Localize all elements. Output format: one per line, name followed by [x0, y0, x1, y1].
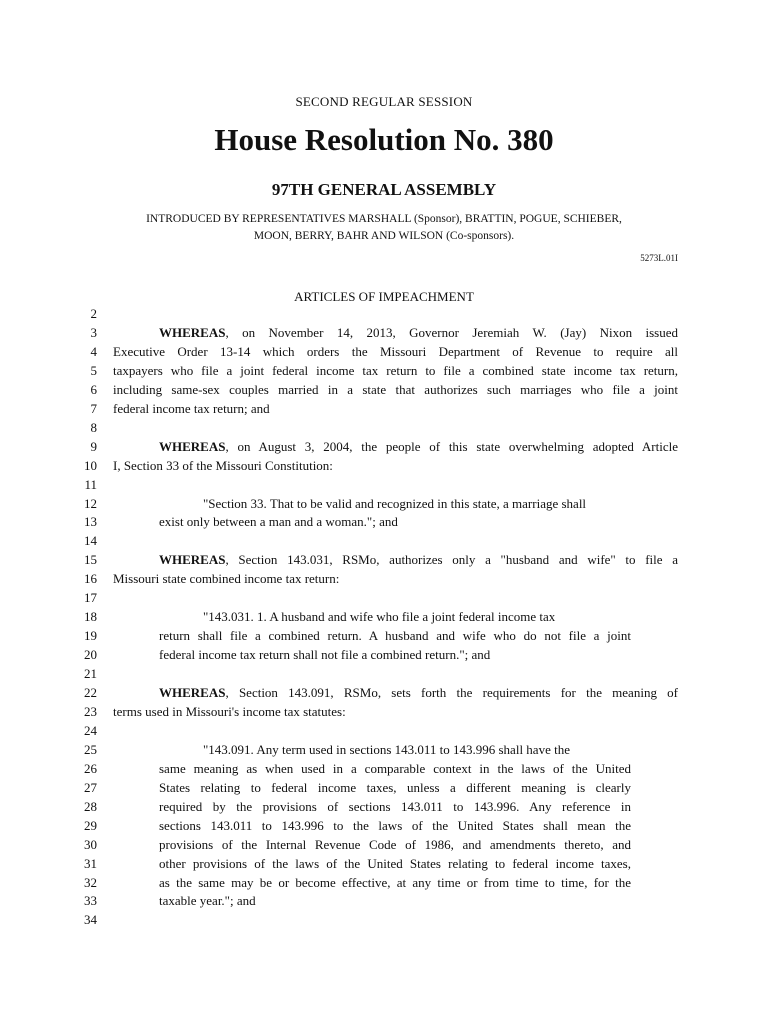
- line-number: 7: [90, 400, 97, 416]
- line-number: 23: [84, 703, 97, 719]
- lr-code: 5273L.01I: [640, 253, 678, 263]
- line-text: I, Section 33 of the Missouri Constitution:: [113, 457, 333, 473]
- line-text: taxable year."; and: [159, 893, 256, 909]
- line-text: Missouri state combined income tax return:: [113, 571, 340, 587]
- line-number: 12: [84, 495, 97, 511]
- line-text: [159, 550, 678, 569]
- line-text-body: , on November 14, 2013, Governor Jeremiah W. (Jay) Nixon issued: [225, 324, 678, 340]
- line-text: exist only between a man and a woman."; and: [159, 514, 398, 530]
- whereas-keyword: WHEREAS: [159, 324, 226, 340]
- line-text: federal income tax return; and: [113, 400, 270, 416]
- line-number: 20: [84, 647, 97, 663]
- line-text: other provisions of the laws of the United States relating to federal income taxes,: [159, 855, 631, 871]
- line-text: "Section 33. That to be valid and recognized in this state, a marriage shall: [203, 495, 587, 511]
- assembly-heading: 97TH GENERAL ASSEMBLY: [271, 180, 497, 199]
- introduced-line: MOON, BERRY, BAHR AND WILSON (Co-sponsors).: [253, 230, 515, 242]
- line-number: 19: [84, 628, 97, 644]
- line-number: 17: [84, 590, 97, 606]
- line-text: including same-sex couples married in a state that authorizes such marriages who file a joint: [113, 381, 678, 397]
- line-text: Executive Order 13-14 which orders the Missouri Department of Revenue to require all: [113, 343, 678, 359]
- line-text: terms used in Missouri's income tax statutes:: [113, 703, 346, 719]
- line-number: 15: [84, 552, 97, 568]
- line-number: 31: [84, 855, 97, 871]
- line-text-body: , on August 3, 2004, the people of this state overwhelming adopted Article: [225, 438, 678, 454]
- line-number: 6: [90, 381, 97, 397]
- line-number: 18: [84, 609, 97, 625]
- line-number: 5: [90, 362, 97, 378]
- line-number: 24: [84, 722, 97, 738]
- line-number: 2: [90, 306, 97, 321]
- line-number: 27: [84, 779, 97, 795]
- resolution-title: House Resolution No. 380: [214, 122, 554, 157]
- line-number: 22: [84, 685, 97, 700]
- line-number: 21: [84, 666, 97, 682]
- line-number: 10: [84, 457, 97, 473]
- line-number: 28: [84, 798, 97, 814]
- line-number: 26: [84, 760, 97, 776]
- whereas-keyword: WHEREAS: [159, 438, 226, 454]
- introduced-line: INTRODUCED BY REPRESENTATIVES MARSHALL (Sponsor), BRATTIN, POGUE, SCHIEBER,: [146, 213, 622, 225]
- line-text: "143.031. 1. A husband and wife who file a joint federal income tax: [203, 609, 556, 625]
- line-number: 13: [84, 514, 97, 530]
- session-label: SECOND REGULAR SESSION: [295, 94, 473, 109]
- line-number: 4: [90, 343, 97, 359]
- line-number: 29: [84, 817, 97, 833]
- line-text: as the same may be or become effective, at any time or from time to time, for the: [159, 874, 631, 890]
- introduced-by: [0, 211, 768, 245]
- line-text: taxpayers who file a joint federal income tax return to file a combined state income tax return,: [113, 362, 678, 378]
- section-heading: ARTICLES OF IMPEACHMENT: [294, 289, 474, 304]
- whereas-keyword: WHEREAS: [159, 685, 226, 700]
- line-text: federal income tax return shall not file a combined return."; and: [159, 647, 491, 663]
- line-number: 8: [90, 419, 97, 435]
- line-number: 11: [84, 476, 97, 492]
- line-text: return shall file a combined return. A husband and wife who do not file a joint: [159, 628, 631, 644]
- line-number: 14: [84, 533, 97, 549]
- line-text: States relating to federal income taxes, unless a different meaning is clearly: [159, 779, 631, 795]
- line-number: 32: [84, 874, 97, 890]
- line-number: 16: [84, 571, 97, 587]
- line-text: [159, 323, 678, 342]
- line-text-body: , Section 143.091, RSMo, sets forth the requirements for the meaning of: [225, 685, 678, 700]
- line-text: "143.091. Any term used in sections 143.011 to 143.996 shall have the: [203, 741, 570, 757]
- line-text: required by the provisions of sections 143.011 to 143.996. Any reference in: [159, 798, 631, 814]
- line-number: 9: [90, 438, 97, 454]
- line-number: 3: [90, 324, 97, 340]
- line-text: same meaning as when used in a comparable context in the laws of the United: [159, 760, 631, 776]
- line-number: 30: [84, 836, 97, 852]
- line-number: 25: [84, 741, 97, 757]
- whereas-keyword: WHEREAS: [159, 552, 226, 568]
- line-text: sections 143.011 to 143.996 to the laws of the United States shall mean the: [159, 817, 631, 833]
- line-text-body: , Section 143.031, RSMo, authorizes only a "husband and wife" to file a: [225, 552, 678, 568]
- line-number: 34: [84, 912, 97, 928]
- line-number: 33: [84, 893, 97, 909]
- line-text: [159, 437, 678, 456]
- line-text: [159, 683, 678, 702]
- line-text: provisions of the Internal Revenue Code of 1986, and amendments thereto, and: [159, 836, 631, 852]
